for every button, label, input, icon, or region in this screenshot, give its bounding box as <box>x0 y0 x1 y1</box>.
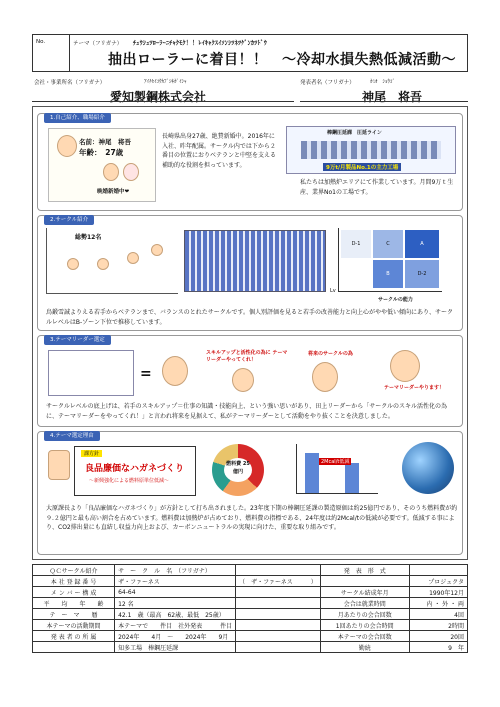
age-text: 年齢： 27歳 <box>79 148 124 157</box>
zone-a: A <box>405 230 439 258</box>
table-cell: ＱＣサークル紹介 <box>33 565 115 576</box>
leader-illustration <box>162 356 188 386</box>
circle-info-table <box>32 564 468 653</box>
section-theme-leader <box>37 335 463 427</box>
table-cell: サ ー ク ル 名 （フリガナ） <box>115 565 236 576</box>
company-label: 会社・事業所名（フリガナ） <box>34 80 106 86</box>
company-furigana: ｱｲﾁｾｲｺｳｶﾌﾞｼｷｶﾞｲｼｬ <box>144 79 187 85</box>
company-presenter-row <box>32 74 468 102</box>
section-self-intro <box>37 113 463 211</box>
cost-pie <box>212 444 264 496</box>
table-row <box>33 609 468 620</box>
matrix-x-axis: サークルの能力 <box>378 297 413 303</box>
bubble-1: スキルアップと活性化の為に テーマリーダーやってくれ！ <box>206 350 288 363</box>
table-cell: 月あたりの会合回数 <box>320 609 409 620</box>
married-label: 晩婚新婚中❤ <box>97 189 130 195</box>
manager-illustration <box>48 450 70 480</box>
section-3-tag: 3.テーマリーダー選定 <box>44 335 111 345</box>
table-cell <box>409 565 467 576</box>
table-cell <box>236 631 321 642</box>
member-count: 総勢12名 <box>75 234 102 241</box>
line-diagram <box>301 141 441 159</box>
table-cell: 内 ・ 外 ・ 両 <box>409 598 467 609</box>
bubble-2: 将来のサークルの為 <box>308 351 353 357</box>
bubble-3: テーマリーダーやります！ <box>384 385 445 391</box>
policy-title: 良品廉価なハガネづくり <box>85 464 185 474</box>
theme-header <box>32 34 468 72</box>
reason-text: 大原課長より「良品廉価なハガネづくり」が方針として打ち出されました。23年度下期の棒鋼圧延課の製造原価は約25億円であり、そのうち燃料費が約９.２億円と最も高い割合を占めています。燃料費は加熱炉が占めており、燃料費の指標である、24年度は約2Mcal/tの低減が必要です。低減する事により、CO2排出量にも直結し収益力向上および、カーボンニュートラルの実現に向けた、重要な取り組みです。 <box>46 505 458 531</box>
zone-c: C <box>373 230 403 258</box>
leader-text: サークルレベルの底上げは、若手のスキルアップ＝仕事の知識・技能向上、という強い思いがあり、田上リーダーから「サークルのスキル活性化の為に、テーマリーダーをやってくれ！」と言われ将来を見据えて、私がテーマリーダーとして活動をやり抜くことを決意しました。 <box>46 403 447 420</box>
table-cell: 9 年 <box>409 642 467 653</box>
presenter-illustration <box>57 135 77 157</box>
content-frame <box>32 106 468 560</box>
table-row <box>33 642 468 653</box>
table-row <box>33 587 468 598</box>
table-cell <box>33 642 115 653</box>
section-circle-intro <box>37 215 463 331</box>
table-cell: 1990年12月 <box>409 587 467 598</box>
table-cell <box>320 576 409 587</box>
bar-label: 2Mcal/t低減 <box>321 459 350 465</box>
section-theme-reason <box>37 431 463 555</box>
table-cell: 2024年 4月 ～ 2024年 9月 <box>115 631 236 642</box>
pie-center: 燃料費 25億円 <box>224 458 252 482</box>
presenter-name: 神尾 将吾 <box>362 90 423 104</box>
policy-label: 課方針 <box>81 450 102 457</box>
evaluation-table <box>184 230 326 292</box>
table-row <box>33 576 468 587</box>
table-cell <box>236 587 321 598</box>
table-cell: 2時間 <box>409 620 467 631</box>
table-cell: 発 表 形 式 <box>320 565 409 576</box>
table-cell: 知多工場 棒鋼圧延課 <box>115 642 236 653</box>
table-cell <box>236 609 321 620</box>
table-cell: 勤続 <box>320 642 409 653</box>
table-cell <box>236 598 321 609</box>
section-4-tag: 4.テーマ選定理由 <box>44 431 100 441</box>
table-cell <box>236 620 321 631</box>
couple-illustration <box>103 163 119 181</box>
workplace-photo <box>286 126 456 174</box>
table-cell: 平 均 年 齢 <box>33 598 115 609</box>
intro-text: 長崎県出身27歳、絶賛新婚中。2016年に入社、昨年配属。サークル内では下から２番目の位置におりベテランと中堅を支える補助的な役割を担っています。 <box>162 133 277 169</box>
presentation-sheet <box>32 34 468 680</box>
policy-box <box>74 446 196 496</box>
table-cell <box>236 565 321 576</box>
circle-text: 鳥鍛雪誠よりえる若手からベテランまで、バランスのとれたサークルです。個人別評価を見ると若手の改善能力と向上心がやや低い傾向にあり、サークルレベルはB-ゾーン下位で推移しています。 <box>46 309 454 326</box>
table-cell: 会合は就業時間 <box>320 598 409 609</box>
equals-sign: = <box>140 366 152 382</box>
table-cell: 1回あたりの会合時間 <box>320 620 409 631</box>
matrix-y-axis: Lv <box>330 288 336 294</box>
zone-d1: D-1 <box>341 230 371 258</box>
zone-matrix <box>338 228 442 292</box>
theme-title: 抽出ローラーに着目！！ ～冷却水損失熱低減活動～ <box>108 52 456 68</box>
table-row <box>33 598 468 609</box>
table-row <box>33 620 468 631</box>
theme-furigana: ﾁｭｳｼｭﾂﾛｰﾗｰﾆﾁｬｸﾓｸ！！ﾚｲｷｬｸｽｲｿﾝｼﾂﾈﾂｹﾞﾝｶﾂﾄﾞｳ <box>133 40 268 47</box>
table-cell: サークル結成年月 <box>320 587 409 598</box>
table-cell: 本 社 登 録 番 号 <box>33 576 115 587</box>
table-cell: （ ザ・ファーネス ） <box>236 576 321 587</box>
table-row <box>33 631 468 642</box>
table-cell: 本テーマの会合回数 <box>320 631 409 642</box>
level-diagram <box>48 350 134 396</box>
table-cell: プロジェクタ <box>409 576 467 587</box>
name-card <box>48 128 156 202</box>
table-cell: 本テーマで 件目 社外発表 件目 <box>115 620 236 631</box>
table-cell: ザ・ファーネス <box>115 576 236 587</box>
production-badge: 9万t/月製品No.1の主力工場 <box>323 163 401 171</box>
table-cell: 64-64 <box>115 587 236 598</box>
theme-label: テーマ（フリガナ） <box>73 41 123 47</box>
section-1-tag: 1.自己紹介、職場紹介 <box>44 113 111 123</box>
presenter-furigana: ｶﾐｵ ｼｮｳｺﾞ <box>370 79 396 85</box>
table-row <box>33 565 468 576</box>
table-cell: メ ン バ ー 構 成 <box>33 587 115 598</box>
earth-illustration <box>402 442 454 494</box>
table-cell: 発 表 者 の 所 属 <box>33 631 115 642</box>
table-cell: 42.1 歳（最高 62歳、最低 25歳） <box>115 609 236 620</box>
zone-d2: D-2 <box>405 260 439 288</box>
member-chart <box>46 228 178 294</box>
table-cell: 12 名 <box>115 598 236 609</box>
name-text: 名前：神尾 将吾 <box>79 138 131 146</box>
table-cell: テ ー マ 暦 <box>33 609 115 620</box>
no-label: No. <box>36 39 46 45</box>
table-cell <box>236 642 321 653</box>
zone-b: B <box>373 260 403 288</box>
spouse-illustration <box>123 163 139 181</box>
line-label: 棒鋼圧延課 圧延ライン <box>327 130 382 136</box>
table-cell: 本テーマの活動期間 <box>33 620 115 631</box>
table-cell: 4回 <box>409 609 467 620</box>
presenter-label: 発表者名（フリガナ） <box>300 80 355 86</box>
workplace-text: 私たちは加熱炉エリアにて作業しています。月間9万ｔ生産、業界No1の工場です。 <box>300 179 454 196</box>
policy-sub: ～新興強化による燃料原単位低減～ <box>89 478 170 484</box>
section-2-tag: 2.サークル紹介 <box>44 215 94 225</box>
company-name: 愛知製鋼株式会社 <box>110 90 207 104</box>
table-cell: 20回 <box>409 631 467 642</box>
fuel-bar-chart <box>296 444 378 494</box>
